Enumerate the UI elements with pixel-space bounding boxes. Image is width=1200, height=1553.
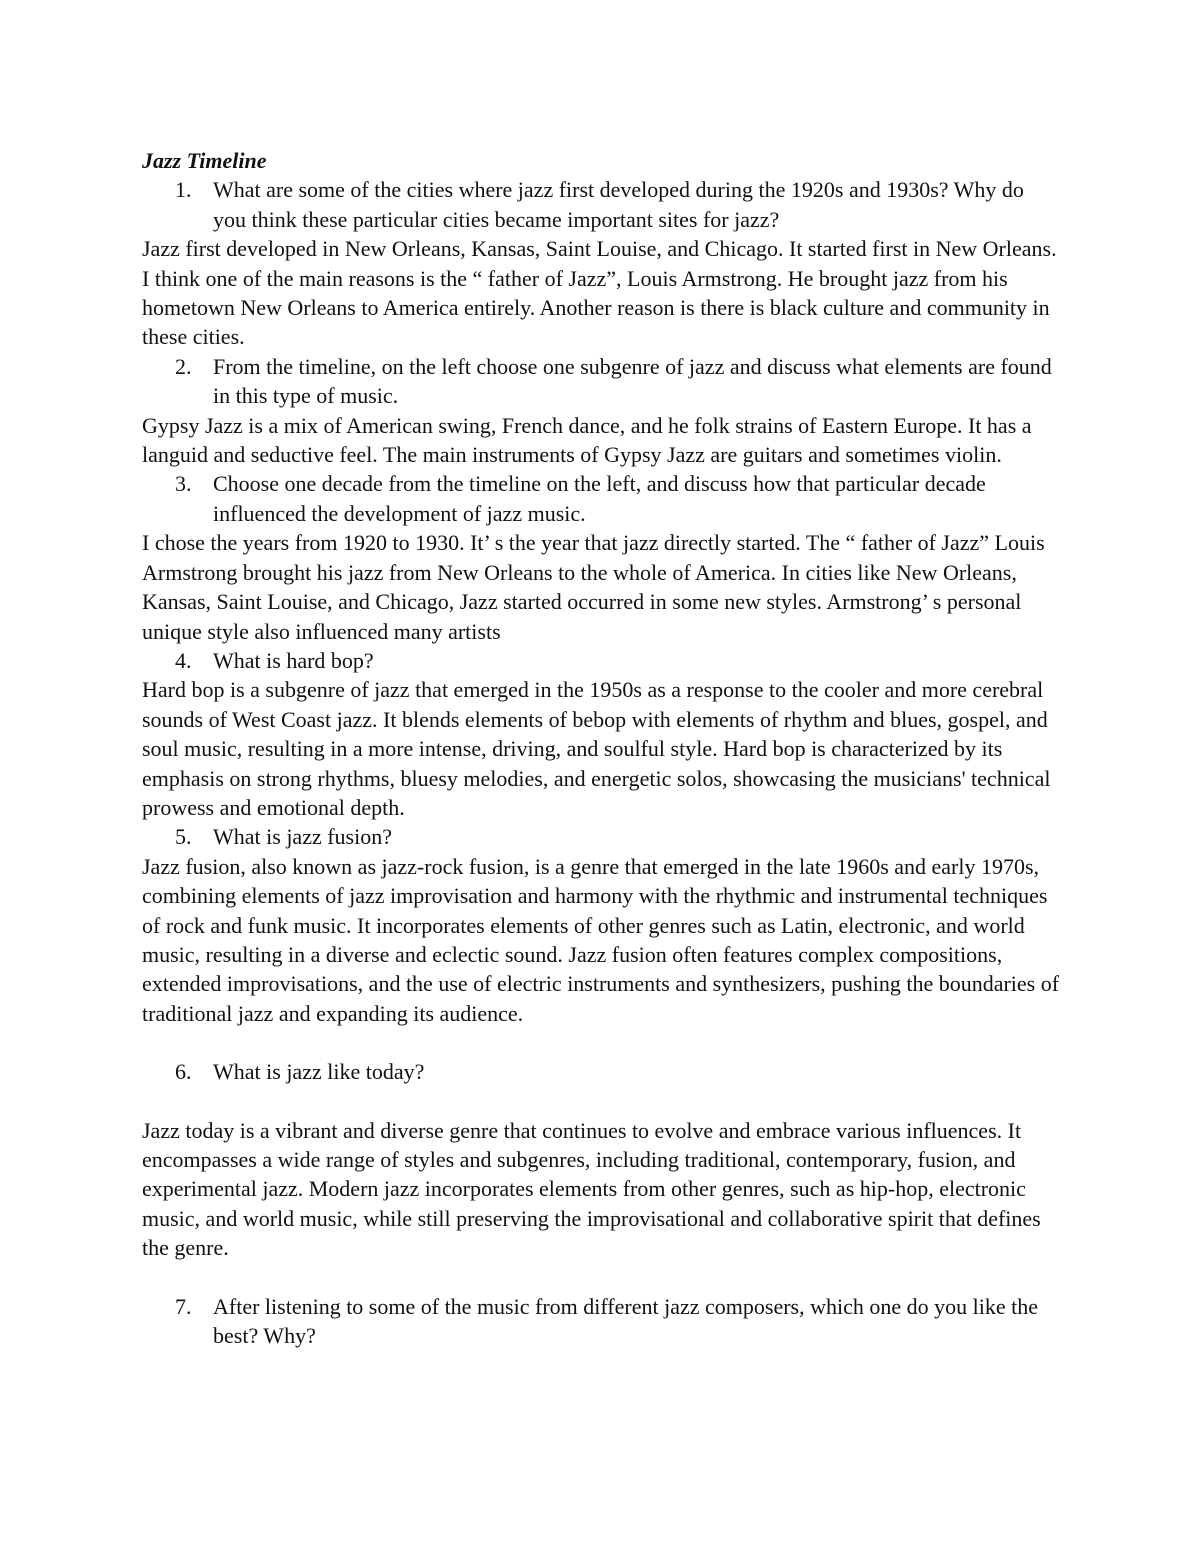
answer-1: Jazz first developed in New Orleans, Kansas, Saint Louise, and Chicago. It started first in New Orleans. I think one of the main reasons is the “ father of Jazz”, Louis Armstrong. He brought jazz from his hometown New Orleans to America entirely. Another reason is there is black culture and community in these cities. (142, 236, 1057, 350)
question-4 (142, 646, 1062, 675)
question-text: After listening to some of the music from different jazz composers, which one do you like the best? Why? (213, 1293, 1038, 1349)
spacer (142, 1028, 1062, 1057)
question-1 (142, 175, 1062, 234)
question-number: 2. (175, 353, 192, 379)
question-text: What is jazz like today? (213, 1059, 425, 1085)
answer-6: Jazz today is a vibrant and diverse genre that continues to evolve and embrace various influences. It encompasses a wide range of styles and subgenres, including traditional, contemporary, fusion, and experimental jazz. Modern jazz incorporates elements from other genres, such as hip-hop, electronic music, and world music, while still preserving the improvisational and collaborative spirit that defines the genre. (142, 1117, 1041, 1261)
question-number: 1. (175, 177, 192, 203)
question-text: From the timeline, on the left choose one subgenre of jazz and discuss what elements are found in this type of music. (213, 353, 1052, 409)
question-text: What are some of the cities where jazz first developed during the 1920s and 1930s? Why do you think these particular cities became important sites for jazz? (213, 177, 1024, 232)
question-5 (142, 822, 1062, 851)
question-7 (142, 1292, 1062, 1351)
answer-3: I chose the years from 1920 to 1930. It’ s the year that jazz directly started. The “ father of Jazz” Louis Armstrong brought his jazz from New Orleans to the whole of America. In cities like New Orleans, Kansas, Saint Louise, and Chicago, Jazz started occurred in some new styles. Armstrong’ s personal unique style also influenced many artists (142, 530, 1045, 644)
question-3 (142, 469, 1062, 528)
answer-5: Jazz fusion, also known as jazz-rock fusion, is a genre that emerged in the late 1960s and early 1970s, combining elements of jazz improvisation and harmony with the rhythmic and instrumental techniques of rock and funk music. It incorporates elements of other genres such as Latin, electronic, and world music, resulting in a diverse and eclectic sound. Jazz fusion often features complex compositions, extended improvisations, and the use of electric instruments and synthesizers, pushing the boundaries of traditional jazz and expanding its audience. (142, 853, 1060, 1026)
question-6 (142, 1057, 1062, 1086)
question-number: 5. (175, 824, 192, 850)
question-number: 3. (175, 471, 192, 497)
spacer (142, 1263, 1062, 1292)
question-text: What is hard bop? (213, 647, 374, 673)
question-number: 4. (175, 647, 192, 673)
answer-2: Gypsy Jazz is a mix of American swing, French dance, and he folk strains of Eastern Europe. It has a languid and seductive feel. The main instruments of Gypsy Jazz are guitars and sometimes violin. (142, 412, 1032, 468)
question-2 (142, 352, 1062, 411)
spacer (142, 1087, 1062, 1116)
question-text: Choose one decade from the timeline on the left, and discuss how that particular decade influenced the development of jazz music. (213, 471, 986, 526)
question-number: 7. (175, 1293, 192, 1319)
document-title: Jazz Timeline (142, 148, 267, 173)
question-text: What is jazz fusion? (213, 824, 392, 850)
document-body (142, 146, 1062, 1350)
answer-4: Hard bop is a subgenre of jazz that emerged in the 1950s as a response to the cooler and more cerebral sounds of West Coast jazz. It blends elements of bebop with elements of rhythm and blues, gospel, and soul music, resulting in a more intense, driving, and soulful style. Hard bop is characterized by its emphasis on strong rhythms, bluesy melodies, and energetic solos, showcasing the musicians' technical prowess and emotional depth. (142, 677, 1051, 820)
question-number: 6. (175, 1059, 192, 1085)
